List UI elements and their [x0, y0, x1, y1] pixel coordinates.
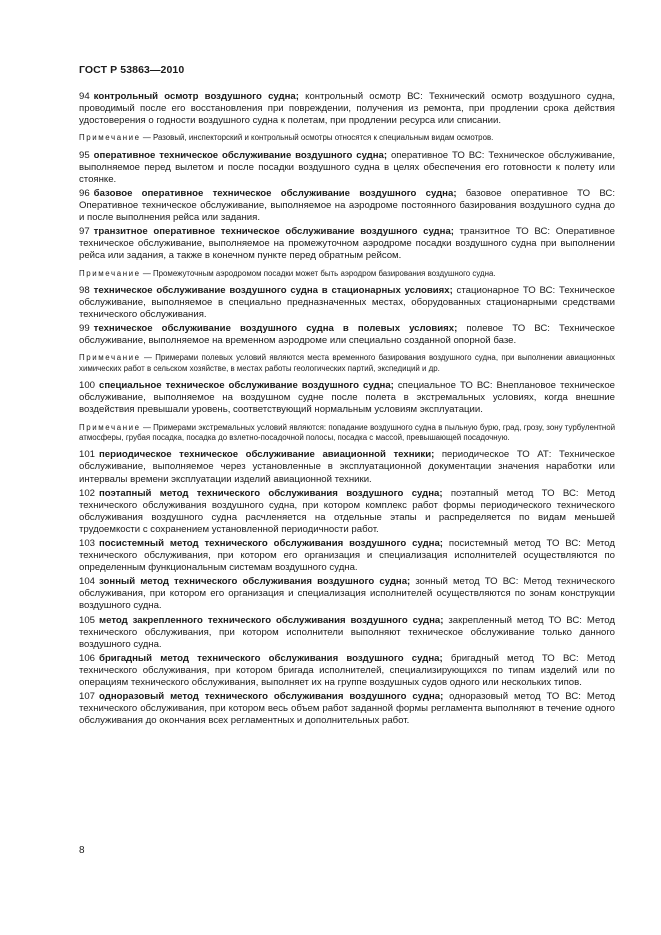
term-name: зонный метод технического обслуживания воздушного судна;: [99, 576, 411, 588]
term-definition: одноразовый метод ТО ВС: Метод технического обслуживания, при котором весь объем работ заданной формы регламента выполняют в течение одного обслуживания до окончания всех регламентных и дополнительных работ.: [79, 691, 615, 727]
term-number: 95: [79, 149, 90, 161]
term-entry-95: [79, 150, 615, 186]
term-definition: базовое оперативное ТО ВС: Оперативное техническое обслуживание, выполняемое на аэродроме постоянного базирования воздушного судна до и после выполнения рейса или задания.: [79, 187, 615, 224]
term-number: 98: [79, 284, 90, 296]
term-definition: полевое ТО ВС: Техническое обслуживание, выполняемое на временном аэродроме или специально созданной опорной базе.: [79, 323, 615, 347]
note-text: — Промежуточным аэродромом посадки может быть аэродром базирования воздушного судна.: [140, 268, 496, 278]
term-number: 99: [79, 323, 90, 335]
term-number: 97: [79, 226, 90, 238]
term-number: 106: [79, 652, 96, 664]
term-number: 104: [79, 576, 96, 588]
term-entry-100: [79, 380, 615, 416]
term-definition: посистемный метод ТО ВС: Метод технического обслуживания, при котором его организация и специализация исполнителей осуществляются по определенным функциональным системам воздушного судна.: [79, 537, 615, 574]
term-number: 102: [79, 487, 96, 499]
term-name: метод закрепленного технического обслуживания воздушного судна;: [99, 614, 444, 626]
term-name: посистемный метод технического обслуживания воздушного судна;: [99, 537, 443, 549]
term-entry-106: [79, 653, 615, 689]
term-entry-98: [79, 285, 615, 321]
page-number: 8: [79, 845, 85, 856]
term-name: поэтапный метод технического обслуживания воздушного судна;: [99, 487, 443, 499]
term-definition: стационарное ТО ВС: Техническое обслуживание, выполняемое в специально предназначенных местах, оборудованных стационарными средствами технического обслуживания.: [79, 284, 616, 321]
term-definition: контрольный осмотр ВС: Технический осмотр воздушного судна, проводимый после его восстановления при повреждении, получения из ремонта, при продлении срока действия удостоверения о годности воздушного судна к полетам, при продлении ресурса или списании.: [79, 91, 615, 127]
document-body: [79, 91, 615, 727]
term-name: базовое оперативное техническое обслуживание воздушного судна;: [93, 187, 457, 199]
note-text: — Примерами полевых условий являются места временного базирования воздушного судна, при выполнении авиационных химических работ в сельском хозяйстве, в местах работы геологических партий, экспедиций и др.: [79, 353, 615, 373]
term-entry-102: [79, 488, 615, 536]
term-number: 103: [79, 537, 96, 549]
note-label: Примечание: [79, 353, 141, 363]
term-number: 101: [79, 449, 96, 461]
term-name: транзитное оперативное техническое обслуживание воздушного судна;: [93, 226, 454, 238]
term-name: одноразовый метод технического обслуживания воздушного судна;: [99, 691, 444, 703]
term-entry-99: [79, 323, 615, 347]
term-name: периодическое техническое обслуживание авиационной техники;: [99, 449, 435, 461]
note-text: — Разовый, инспекторский и контрольный осмотры относятся к специальным видам осмотров.: [140, 133, 494, 143]
note-label: Примечание: [79, 422, 141, 432]
term-entry-107: [79, 691, 615, 727]
term-number: 94: [79, 91, 90, 102]
note-2: [79, 269, 615, 279]
term-name: специальное техническое обслуживание воздушного судна;: [99, 380, 394, 392]
note-label: Примечание: [79, 268, 141, 278]
term-definition: оперативное ТО ВС: Техническое обслуживание, выполняемое перед вылетом и после посадки воздушного судна в целях обеспечения его готовности к полету или стоянке.: [79, 149, 615, 185]
term-entry-101: [79, 449, 615, 485]
note-text: — Примерами экстремальных условий являются: попадание воздушного судна в пыльную бурю, град, грозу, зону турбулентной атмосферы, грубая посадка, посадка до взлетно-посадочной полосы, посадка с массой, превышающей посадочную.: [79, 422, 615, 442]
note-label: Примечание: [79, 133, 141, 143]
term-definition: транзитное ТО ВС: Оперативное техническое обслуживание, выполняемое на промежуточном аэродроме посадки воздушного судна при выполнении рейса или задания, а также в конечном пункте перед обратным рейсом.: [79, 226, 616, 262]
term-name: техническое обслуживание воздушного судна в полевых условиях;: [93, 323, 458, 335]
note-4: [79, 423, 615, 444]
term-entry-104: [79, 576, 615, 612]
term-entry-97: [79, 226, 615, 262]
term-definition: поэтапный метод ТО ВС: Метод технического обслуживания воздушного судна, при котором комплекс работ формы периодического технического обслуживания воздушного судна расчленяется на отдельные этапы и распределяется по видам меньшей трудоемкости с сохранением установленной периодичности работ.: [79, 487, 615, 535]
term-name: оперативное техническое обслуживание воздушного судна;: [93, 149, 388, 161]
term-definition: зонный метод ТО ВС: Метод технического обслуживания, при котором его организация и специализация исполнителей осуществляются по зонам конструкции воздушного судна.: [79, 576, 615, 612]
document-header: ГОСТ Р 53863—2010: [79, 64, 185, 76]
term-entry-105: [79, 615, 615, 651]
term-definition: периодическое ТО АТ: Техническое обслуживание, выполняемое через установленные в эксплуатационной документации значения наработки или интервалы времени эксплуатации изделий авиационной техники.: [79, 449, 615, 485]
term-number: 107: [79, 691, 96, 703]
term-definition: бригадный метод ТО ВС: Метод технического обслуживания, при котором бригада исполнителей, специализирующихся по типам изделий или по операциям технического обслуживания, выполняет их на группе воздушных судов одного или нескольких типов.: [79, 652, 616, 688]
term-name: бригадный метод технического обслуживания воздушного судна;: [99, 652, 443, 664]
term-entry-94: [79, 91, 615, 127]
term-number: 96: [79, 187, 90, 199]
note-1: [79, 133, 615, 143]
term-name: техническое обслуживание воздушного судна в стационарных условиях;: [93, 284, 453, 296]
term-entry-103: [79, 538, 615, 574]
term-number: 100: [79, 380, 96, 392]
term-definition: закрепленный метод ТО ВС: Метод технического обслуживания, при котором исполнители выполняют техническое обслуживание только данного воздушного судна.: [79, 614, 615, 650]
term-number: 105: [79, 614, 96, 626]
note-3: [79, 353, 615, 374]
term-name: контрольный осмотр воздушного судна;: [93, 91, 299, 102]
term-entry-96: [79, 188, 615, 224]
term-definition: специальное ТО ВС: Внеплановое техническое обслуживание, выполняемое на воздушном судне после полета в экстремальных условиях, когда внешние воздействия превышали уровень, соответствующий нормальным условиям эксплуатации.: [79, 380, 615, 416]
